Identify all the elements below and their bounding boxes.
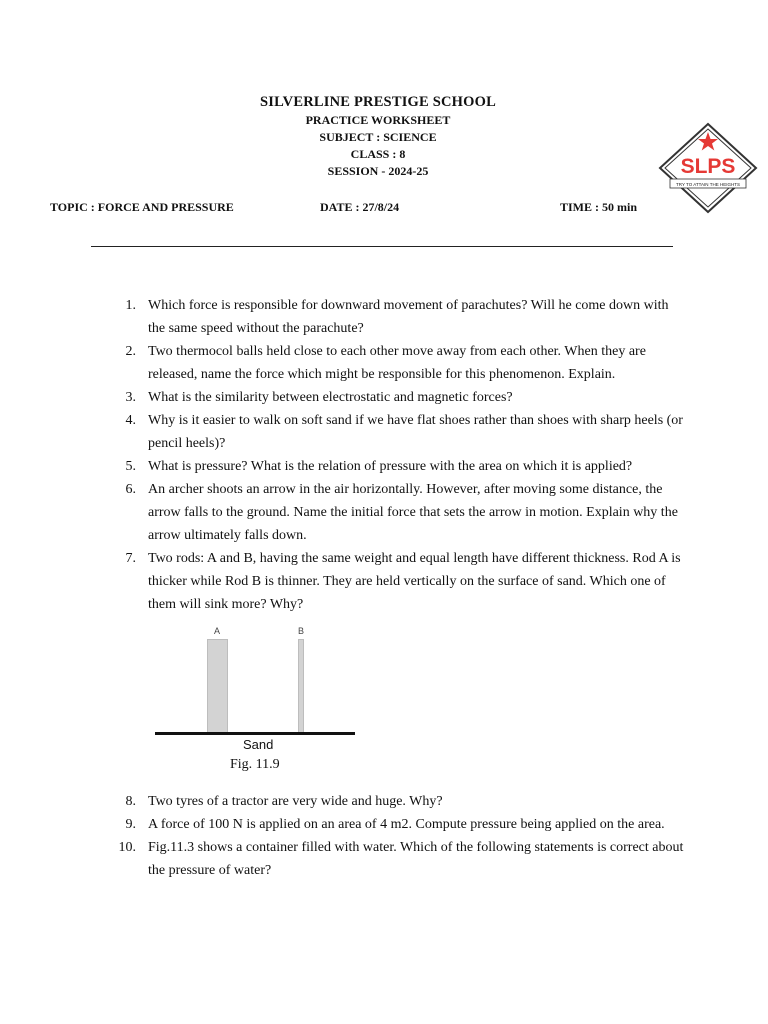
question-text: Two tyres of a tractor are very wide and huge. Why?	[148, 794, 443, 809]
date-label: DATE : 27/8/24	[320, 200, 400, 214]
question-item	[108, 790, 688, 813]
question-number: 8.	[125, 794, 136, 809]
question-text: Two rods: A and B, having the same weight and equal length have different thickness. Rod A is thicker while Rod B is thinner. They are held vertically on the surface of sand. Which one of them will sink more? Why?	[148, 551, 681, 612]
question-number: 6.	[125, 482, 136, 497]
time-label: TIME : 50 min	[560, 200, 638, 214]
header-divider	[91, 246, 673, 247]
question-number: 4.	[125, 413, 136, 428]
question-number: 3.	[125, 390, 136, 405]
svg-text:TRY TO ATTAIN THE HEIGHTS: TRY TO ATTAIN THE HEIGHTS	[676, 182, 740, 187]
question-text: Two thermocol balls held close to each other move away from each other. When they are released, name the force which might be responsible for this phenomenon. Explain.	[148, 344, 646, 382]
question-item	[108, 340, 688, 386]
question-text: A force of 100 N is applied on an area of 4 m2. Compute pressure being applied on the area.	[148, 817, 665, 832]
sand-label: Sand	[243, 737, 274, 752]
class-line: CLASS : 8	[350, 147, 406, 161]
topic-label: TOPIC : FORCE AND PRESSURE	[50, 200, 234, 214]
svg-text:SLPS: SLPS	[680, 155, 736, 178]
question-number: 5.	[125, 459, 136, 474]
question-item	[108, 547, 688, 616]
rod-b	[298, 639, 304, 734]
question-number: 1.	[125, 298, 136, 313]
question-number: 7.	[125, 551, 136, 566]
question-number: 2.	[125, 344, 136, 359]
question-item	[108, 813, 688, 836]
rod-b-label: B	[298, 626, 305, 636]
question-list-continued	[108, 790, 688, 882]
question-text: Fig.11.3 shows a container filled with water. Which of the following statements is correct about the pressure of water?	[148, 840, 684, 878]
subject-line: SUBJECT : SCIENCE	[319, 130, 437, 144]
question-text: What is the similarity between electrostatic and magnetic forces?	[148, 390, 513, 405]
session-line: SESSION - 2024-25	[327, 164, 429, 178]
question-item	[108, 455, 688, 478]
question-item	[108, 294, 688, 340]
question-number: 10.	[118, 840, 136, 855]
worksheet-title: PRACTICE WORKSHEET	[305, 113, 451, 127]
question-number: 9.	[125, 817, 136, 832]
sand-surface-line	[155, 732, 355, 735]
question-item	[108, 409, 688, 455]
question-item	[108, 478, 688, 547]
rods-in-sand-figure	[150, 620, 370, 780]
rod-a-label: A	[214, 626, 221, 636]
question-item	[108, 836, 688, 882]
school-name: SILVERLINE PRESTIGE SCHOOL	[260, 94, 496, 110]
figure-caption: Fig. 11.9	[230, 757, 280, 772]
question-text: An archer shoots an arrow in the air horizontally. However, after moving some distance, the arrow falls to the ground. Name the initial force that sets the arrow in motion. Explain why the arrow ultimately falls down.	[148, 482, 678, 543]
question-text: Why is it easier to walk on soft sand if we have flat shoes rather than shoes with sharp heels (or pencil heels)?	[148, 413, 683, 451]
question-list	[108, 294, 688, 616]
question-item	[108, 386, 688, 409]
question-text: What is pressure? What is the relation of pressure with the area on which it is applied?	[148, 459, 633, 474]
school-logo	[656, 120, 766, 216]
question-text: Which force is responsible for downward movement of parachutes? Will he come down with the same speed without the parachute?	[148, 298, 669, 336]
rod-a	[207, 639, 228, 734]
